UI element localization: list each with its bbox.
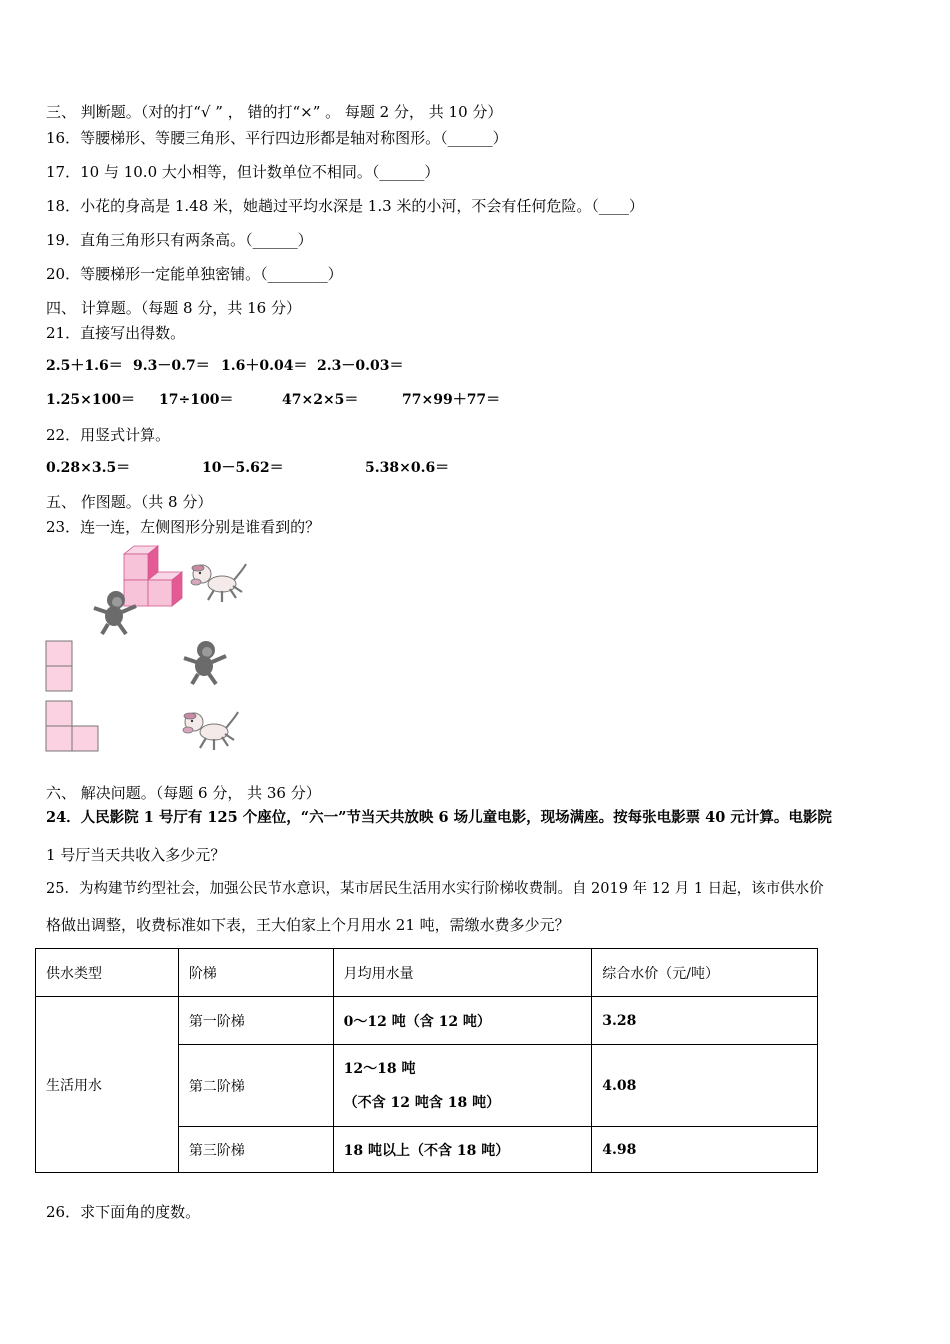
table-cell-type: 生活用水 — [36, 997, 179, 1173]
dog-icon — [188, 560, 250, 606]
calc-item: 47×2×5＝ — [282, 392, 359, 408]
table-cell-usage: 18 吨以上（不含 18 吨） — [333, 1127, 592, 1173]
usage-line: 12～18 吨 — [343, 1060, 416, 1077]
question-24-line1: 24．人民影院 1 号厅有 125 个座位，“六一”节当天共放映 6 场儿童电影，现场满座。按每张电影票 40 元计算。电影院 — [46, 809, 832, 826]
calc-item: 2.5＋1.6＝ — [46, 358, 123, 374]
question-16: 16．等腰梯形、等腰三角形、平行四边形都是轴对称图形。（______） — [46, 129, 508, 147]
table-cell-price: 4.08 — [592, 1045, 818, 1127]
table-cell-price: 4.98 — [592, 1127, 818, 1173]
table-row — [36, 997, 818, 1045]
table-cell-tier: 第二阶梯 — [178, 1045, 333, 1127]
table-header: 供水类型 — [36, 949, 179, 997]
section5-heading: 五、 作图题。（共 8 分） — [46, 493, 213, 511]
calc-item: 2.3－0.03＝ — [317, 358, 404, 374]
table-cell-usage — [333, 1045, 592, 1127]
calc-item: 1.6＋0.04＝ — [221, 358, 308, 374]
question-20: 20．等腰梯形一定能单独密铺。（________） — [46, 265, 343, 283]
calc-item: 0.28×3.5＝ — [46, 460, 131, 476]
question-23: 23．连一连，左侧图形分别是谁看到的？ — [46, 518, 321, 536]
question-26: 26．求下面角的度数。 — [46, 1203, 201, 1221]
usage-line: （不含 12 吨含 18 吨） — [343, 1094, 501, 1111]
table-header: 综合水价（元/吨） — [592, 949, 818, 997]
question-25-line2: 格做出调整，收费标准如下表，王大伯家上个月用水 21 吨，需缴水费多少元？ — [46, 916, 570, 934]
calc-item: 5.38×0.6＝ — [365, 460, 450, 476]
question-24-line2: 1 号厅当天共收入多少元？ — [46, 846, 226, 864]
view-shape-l — [45, 700, 101, 754]
calc-item: 9.3－0.7＝ — [133, 358, 210, 374]
monkey-icon — [180, 638, 230, 686]
monkey-icon — [90, 588, 140, 636]
table-cell-tier: 第三阶梯 — [178, 1127, 333, 1173]
question-18: 18．小花的身高是 1.48 米，她趟过平均水深是 1.3 米的小河，不会有任何危险。（____） — [46, 197, 644, 215]
question-21: 21．直接写出得数。 — [46, 324, 186, 342]
calc-item: 1.25×100＝ — [46, 392, 136, 408]
question-25-line1: 25．为构建节约型社会，加强公民节水意识，某市居民生活用水实行阶梯收费制。自 2019 年 12 月 1 日起，该市供水价 — [46, 881, 824, 897]
view-shape-stacked — [45, 640, 75, 694]
section6-heading: 六、 解决问题。（每题 6 分， 共 36 分） — [46, 784, 321, 802]
question-22: 22．用竖式计算。 — [46, 426, 171, 444]
dog-icon — [180, 708, 242, 754]
section4-heading: 四、 计算题。（每题 8 分，共 16 分） — [46, 299, 301, 317]
table-cell-usage: 0～12 吨（含 12 吨） — [333, 997, 592, 1045]
calc-item: 77×99＋77＝ — [402, 392, 501, 408]
question-17: 17．10 与 10.0 大小相等，但计数单位不相同。（______） — [46, 163, 440, 181]
table-header: 阶梯 — [178, 949, 333, 997]
calc-item: 17÷100＝ — [159, 392, 234, 408]
table-cell-tier: 第一阶梯 — [178, 997, 333, 1045]
section3-heading: 三、 判断题。（对的打“√ ” ， 错的打“×” 。 每题 2 分， 共 10 分） — [46, 103, 503, 121]
table-header-row — [36, 949, 818, 997]
calc-item: 10－5.62＝ — [202, 460, 284, 476]
table-cell-price: 3.28 — [592, 997, 818, 1045]
question-19: 19．直角三角形只有两条高。（______） — [46, 231, 313, 249]
table-header: 月均用水量 — [333, 949, 592, 997]
water-price-table — [35, 948, 818, 1173]
